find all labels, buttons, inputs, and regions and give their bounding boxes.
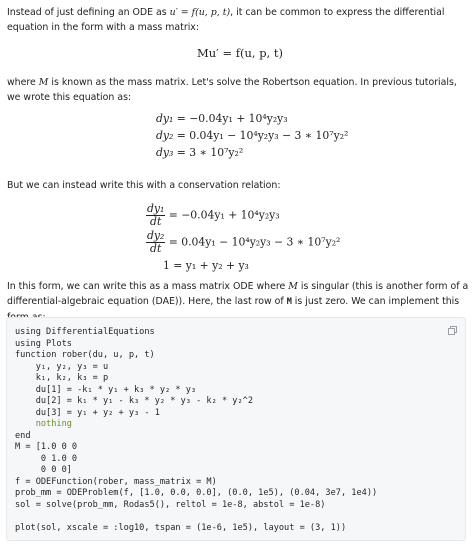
para4-text-after: is just zero. We can implement this xyxy=(294,296,460,307)
intro-text-after: , it can be common to express the differential equation in the form with a mass matrix: xyxy=(7,7,445,33)
code-line: prob_mm = ODEProblem(f, [1.0, 0.0, 0.0], (0.0, 1e5), (0.04, 3e7, 1e4)) xyxy=(15,488,378,498)
mass-matrix-symbol: M xyxy=(38,77,49,88)
code-line: plot(sol, xscale = :log10, tspan = (1e-6, 1e5), layout = (3, 1)) xyxy=(15,522,347,533)
code-line: using DifferentialEquations xyxy=(15,327,155,337)
mass-matrix-paragraph xyxy=(7,75,469,105)
row1-denominator: dt xyxy=(150,215,162,228)
row1-fraction xyxy=(146,203,165,228)
row2-lhs: dy₂ xyxy=(156,129,174,142)
row1-rhs: = −0.04y₁ + 10⁴y₂y₃ xyxy=(176,112,288,125)
para2-text-after: is known as the mass matrix. Let's solve the Robertson equation. In previous tutorials, we wrote this equation as: xyxy=(7,77,457,103)
conservation-paragraph: But we can instead write this with a conservation relation: xyxy=(7,180,281,191)
para2-text-before: where xyxy=(7,77,39,88)
code-line: du[1] = -k₁ * y₁ + k₃ * y₂ * y₃ xyxy=(15,384,197,395)
code-line: nothing xyxy=(15,419,72,429)
ode-inline-math: u′ = f(u, p, t) xyxy=(169,7,231,18)
code-line: du[3] = y₁ + y₂ + y₃ - 1 xyxy=(15,407,160,418)
code-line: M = [1.0 0 0 xyxy=(15,442,78,452)
copy-icon[interactable] xyxy=(448,326,457,335)
code-block[interactable] xyxy=(6,317,466,541)
code-line: du[2] = k₁ * y₁ - k₃ * y₂ * y₃ - k₂ * y₂^2 xyxy=(15,396,253,406)
code-line: using Plots xyxy=(15,338,72,349)
code-line: f = ODEFunction(rober, mass_matrix = M) xyxy=(15,476,217,487)
inline-code-M: M xyxy=(286,297,292,307)
intro-paragraph xyxy=(7,5,469,35)
row3-lhs: dy₃ xyxy=(156,146,174,159)
code-line: y₁, y₂, y₃ = u xyxy=(15,361,109,372)
row3-rhs: = 3 ∗ 10⁷y₂² xyxy=(176,146,244,159)
para4-text-mid: is singular (this is another form of a differential-algebraic equation (DAE)). Here, the last row of xyxy=(7,281,469,307)
code-line: end xyxy=(15,430,31,441)
row2-denominator: dt xyxy=(150,242,162,255)
row1-numerator: dy₁ xyxy=(147,202,165,215)
singular-matrix-symbol: M xyxy=(288,281,298,292)
intro-text-before: Instead of just defining an ODE as xyxy=(7,7,170,18)
row2-fraction xyxy=(146,230,165,255)
code-line: k₁, k₂, k₃ = p xyxy=(15,373,109,383)
row2-rhs: = 0.04y₁ − 10⁴y₂y₃ − 3 ∗ 10⁷y₂² xyxy=(176,129,349,142)
row1-rhs: = −0.04y₁ + 10⁴y₂y₃ xyxy=(168,208,280,222)
code-line: 0 0 0] xyxy=(15,465,72,475)
code-line: sol = solve(prob_mm, Rodas5(), reltol = 1e-8, abstol = 1e-8) xyxy=(15,499,326,510)
row2-rhs: = 0.04y₁ − 10⁴y₂y₃ − 3 ∗ 10⁷y₂² xyxy=(168,235,341,249)
row1-lhs: dy₁ xyxy=(156,112,174,125)
code-listing xyxy=(15,327,377,534)
code-line: function rober(du, u, p, t) xyxy=(15,350,155,360)
para4-text-before: In this form, we can write this as a mass matrix ODE where xyxy=(7,281,289,292)
row2-numerator: dy₂ xyxy=(147,229,165,242)
mass-matrix-equation: Mu′ = f(u, p, t) xyxy=(197,46,283,60)
code-line: 0 1.0 0 xyxy=(15,453,78,464)
row3-constraint: 1 = y₁ + y₂ + y₃ xyxy=(163,259,249,272)
